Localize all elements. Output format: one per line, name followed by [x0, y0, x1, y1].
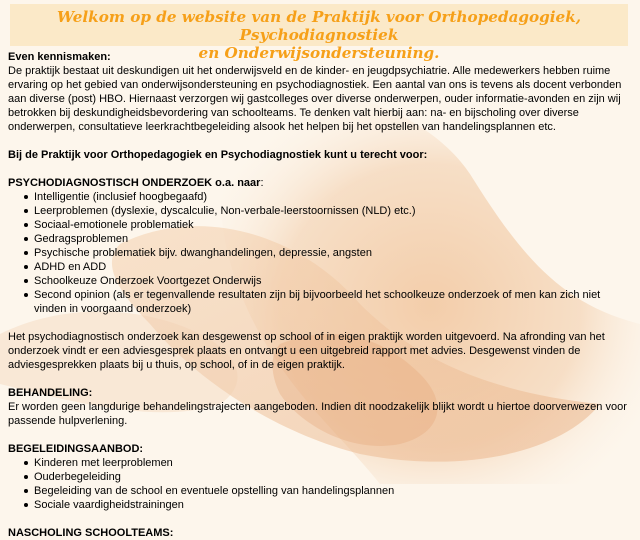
nascholing-heading: NASCHOLING SCHOOLTEAMS:: [8, 527, 174, 539]
psycho-heading-suffix: :: [260, 177, 264, 189]
list-item: Leerproblemen (dyslexie, dyscalculie, Non-verbale-leerstoornissen (NLD) etc.): [22, 204, 630, 218]
services-heading: Bij de Praktijk voor Orthopedagogiek en Psychodiagnostiek kunt u terecht voor:: [8, 149, 428, 161]
list-item: Gedragsproblemen: [22, 232, 630, 246]
behandeling-section: [8, 386, 630, 428]
list-item: Sociale vaardigheidstrainingen: [22, 498, 630, 512]
psycho-heading: PSYCHODIAGNOSTISCH ONDERZOEK o.a. naar: [8, 177, 261, 189]
page-content: [0, 4, 640, 540]
intro-section: [8, 50, 630, 134]
banner-title-line1: Welkom op de website van de Praktijk voor Orthopedagogiek, Psychodiagnostiek: [56, 8, 582, 44]
banner-title-line2: en Onderwijsondersteuning.: [198, 44, 440, 62]
psycho-section: [8, 176, 630, 316]
begeleiding-list: [8, 456, 630, 512]
list-item: Sociaal-emotionele problematiek: [22, 218, 630, 232]
psycho-heading-line: [8, 176, 630, 190]
intro-text: De praktijk bestaat uit deskundigen uit het onderwijsveld en de kinder- en jeugdpsychiatrie. Alle medewerkers hebben ruime ervaring op het gebied van onderwijsondersteuning en psychodiagnostiek. Een aantal van ons is tevens als docent verbonden aan diverse (post) HBO. Hiernaast verzorgen wij gastcolleges over diverse onderwerpen, ouder informatie-avonden en zijn wij betrokken bij deskundigheidsbevordering van schoolteams. Te denken valt hierbij aan: na- en bijscholing over diverse onderwerpen, consultatieve leerkrachtbegeleiding alsook het helpen bij het opstellen van handelingsplannen etc.: [8, 65, 622, 133]
nascholing-section: [8, 526, 630, 540]
psycho-text: Het psychodiagnostisch onderzoek kan desgewenst op school of in eigen praktijk worden uitgevoerd. Na afronding van het onderzoek vindt er een adviesgesprek plaats en ontvangt u een uitgebreid rapport met advies. Desgewenst vinden de adviesgesprekken plaats bij u thuis, op school, of in de eigen praktijk.: [8, 331, 605, 371]
list-item: Ouderbegeleiding: [22, 470, 630, 484]
intro-heading: Even kennismaken:: [8, 51, 111, 63]
list-item: Begeleiding van de school en eventuele opstelling van handelingsplannen: [22, 484, 630, 498]
list-item: Intelligentie (inclusief hoogbegaafd): [22, 190, 630, 204]
begeleiding-heading: BEGELEIDINGSAANBOD:: [8, 443, 144, 455]
psycho-text-section: [8, 330, 630, 372]
list-item: Kinderen met leerproblemen: [22, 456, 630, 470]
list-item: Psychische problematiek bijv. dwanghandelingen, depressie, angsten: [22, 246, 630, 260]
services-section: [8, 148, 630, 162]
list-item: Second opinion (als er tegenvallende resultaten zijn bij bijvoorbeeld het schoolkeuze onderzoek of men kan zich niet vinden in voorgaand onderzoek): [22, 288, 630, 316]
list-item: Schoolkeuze Onderzoek Voortgezet Onderwijs: [22, 274, 630, 288]
behandeling-text: Er worden geen langdurige behandelingstrajecten aangeboden. Indien dit noodzakelijk blijkt wordt u hiertoe doorverwezen voor passende hulpverlening.: [8, 401, 627, 427]
list-item: ADHD en ADD: [22, 260, 630, 274]
behandeling-heading: BEHANDELING:: [8, 387, 93, 399]
begeleiding-section: [8, 442, 630, 512]
psycho-list: [8, 190, 630, 316]
